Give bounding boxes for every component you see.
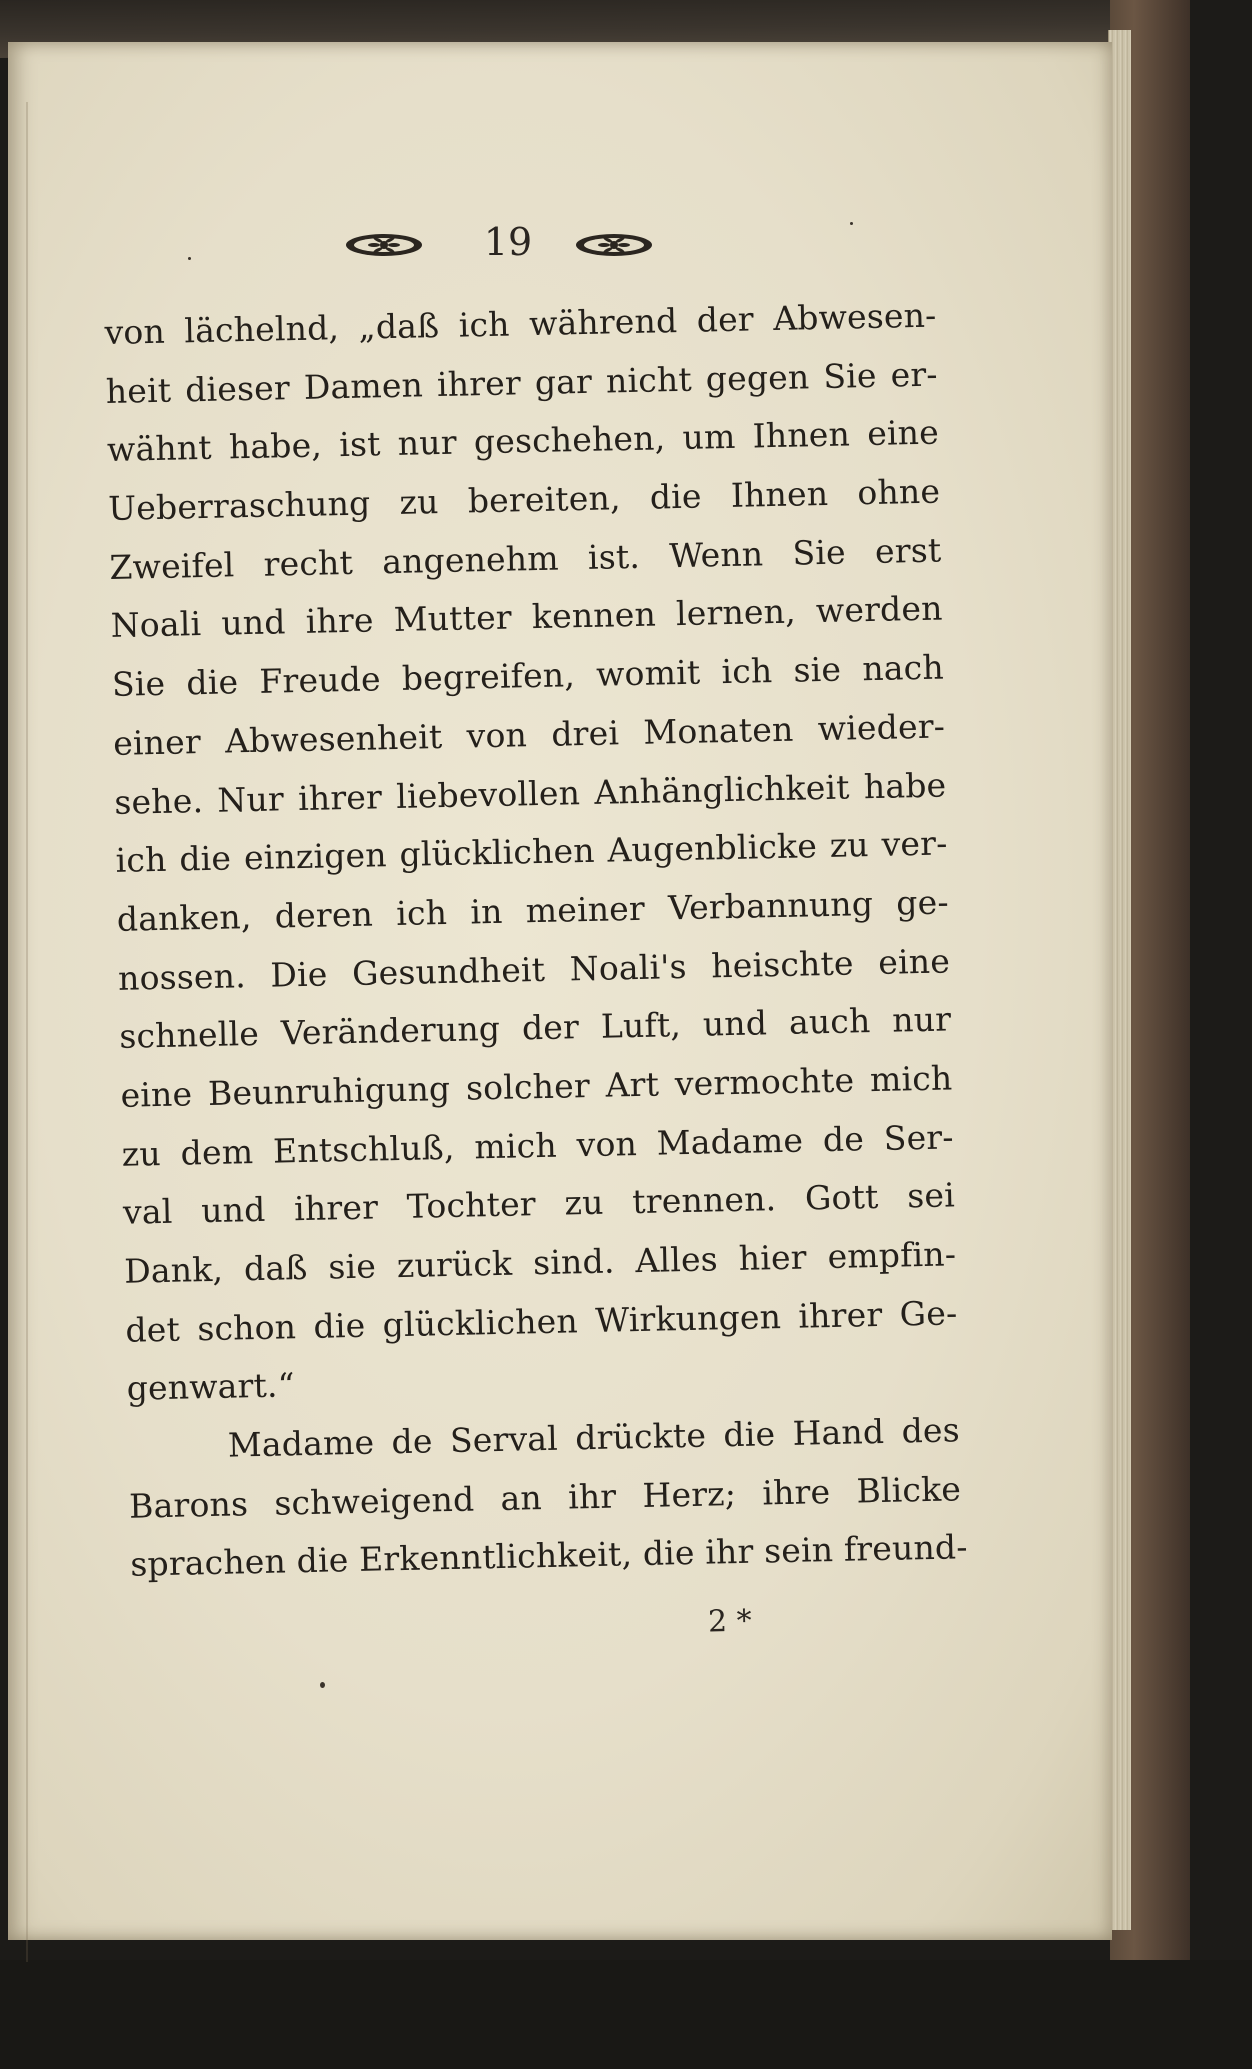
text-line: schnelle Veränderung der Luft, und auch nur (118, 999, 952, 1057)
text-line: genwart.“ (126, 1365, 296, 1409)
text-line: Dank, daß sie zurück sind. Alles hier empfin- (123, 1234, 957, 1291)
text-line: sprachen die Erkenntlichkeit, die ihr sein freund- (129, 1527, 969, 1585)
text-line: wähnt habe, ist nur geschehen, um Ihnen eine (106, 412, 940, 470)
paper-speck (188, 257, 191, 260)
text-line: Barons schweigend an ihr Herz; ihre Blicke (128, 1469, 962, 1526)
text-line: det schon die glücklichen Wirkungen ihrer Ge- (125, 1293, 958, 1350)
text-line: val und ihrer Tochter zu trennen. Gott sei (122, 1175, 956, 1233)
text-line: einer Abwesenheit von drei Monaten wieder- (112, 706, 946, 763)
rosette-ornament-right-icon (574, 232, 654, 258)
text-line: Noali und ihre Mutter kennen lernen, werden (110, 588, 943, 646)
body-text (104, 287, 969, 1595)
text-line: sehe. Nur ihrer liebevollen Anhänglichkeit habe (114, 764, 947, 822)
text-line: Sie die Freude begreifen, womit ich sie nach (111, 647, 945, 705)
text-line: Ueberraschung zu bereiten, die Ihnen ohne (107, 471, 941, 529)
text-line: heit dieser Damen ihrer gar nicht gegen Sie er- (105, 354, 939, 411)
page-gutter (26, 102, 28, 1962)
text-line: eine Beunruhigung solcher Art vermochte mich (120, 1058, 953, 1115)
paper-speck (320, 1682, 325, 1688)
scan-background-bottom (0, 1960, 1252, 2069)
text-line: danken, deren ich in meiner Verbannung ge- (116, 882, 950, 939)
page-header (8, 220, 1112, 284)
paper-speck (850, 222, 853, 225)
text-line: ich die einzigen glücklichen Augenblicke zu ver- (115, 823, 948, 881)
signature-mark: 2 * (707, 1603, 752, 1640)
page-number: 19 (483, 220, 533, 264)
text-line: von lächelnd, „daß ich während der Abwesen- (104, 295, 937, 352)
text-line: nossen. Die Gesundheit Noali's heischte eine (117, 940, 951, 998)
text-line-paragraph-start: Madame de Serval drückte die Hand des (227, 1410, 961, 1465)
text-line: Zweifel recht angenehm ist. Wenn Sie erst (109, 530, 942, 587)
text-line: zu dem Entschluß, mich von Madame de Ser- (121, 1117, 955, 1174)
rosette-ornament-left-icon (344, 232, 424, 258)
book-page (8, 42, 1112, 1940)
